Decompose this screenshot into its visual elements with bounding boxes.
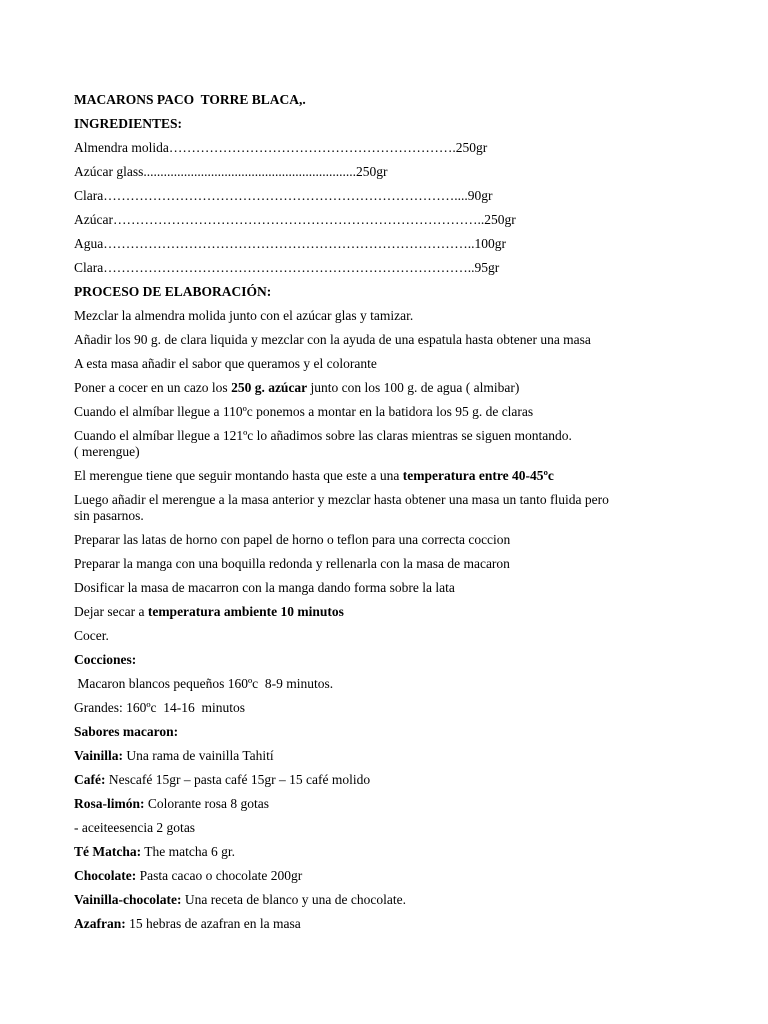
step-7-bold: temperatura entre 40-45ºc [402,468,554,483]
step-6-line-2: ( merengue) [74,444,140,459]
sabor-text: Pasta cacao o chocolate 200gr [136,868,303,883]
sabor-cafe [74,772,704,788]
sabor-vainilla-chocolate [74,892,704,908]
step-8-line-1: Luego añadir el merengue a la masa anterior y mezclar hasta obtener una masa un tanto fluida pero [74,492,609,507]
coccion-line: Grandes: 160ºc 14-16 minutos [74,700,246,715]
sabor-label: Azafran: [74,916,126,931]
sabor-vainilla [74,748,704,764]
sabor-text: Colorante rosa 8 gotas [144,796,269,811]
step-4-text-end: junto con los 100 g. de agua ( almibar) [307,380,520,395]
ingredients-heading: INGREDIENTES: [74,116,183,131]
step-6-line-1: Cuando el almíbar llegue a 121ºc lo añadimos sobre las claras mientras se siguen montando. [74,428,572,443]
step-6 [74,428,704,460]
step-1: Mezclar la almendra molida junto con el azúcar glas y tamizar. [74,308,414,323]
sabor-text: Nescafé 15gr – pasta café 15gr – 15 café molido [105,772,371,787]
coccion-line: Macaron blancos pequeños 160ºc 8-9 minutos. [74,676,334,691]
ingredient-line: Azúcar glass...............................................................250gr [74,164,388,179]
cocciones-heading: Cocciones: [74,652,137,667]
sabor-label: Chocolate: [74,868,137,883]
sabor-azafran [74,916,704,932]
sabor-label: Café: [74,772,106,787]
step-4-text: Poner a cocer en un cazo los [74,380,232,395]
sabor-label: Vainilla-chocolate: [74,892,182,907]
step-10: Preparar la manga con una boquilla redonda y rellenarla con la masa de macaron [74,556,510,571]
step-8 [74,492,704,524]
document-page [74,92,704,940]
sabor-text: Una receta de blanco y una de chocolate. [181,892,407,907]
step-7-text: El merengue tiene que seguir montando hasta que este a una [74,468,403,483]
step-12-text: Dejar secar a [74,604,148,619]
ingredient-line: Agua………………………………………………………………………..100gr [74,236,506,251]
step-12 [74,604,704,620]
sabor-rosa-limon [74,796,704,812]
sabor-chocolate [74,868,704,884]
step-7 [74,468,704,484]
ingredient-line: Almendra molida……………………………………………………….250gr [74,140,488,155]
sabor-text: Una rama de vainilla Tahití [123,748,274,763]
step-4 [74,380,704,396]
ingredient-line: Azúcar………………………………………………………………………..250gr [74,212,516,227]
step-3: A esta masa añadir el sabor que queramos y el colorante [74,356,377,371]
step-8-line-2: sin pasarnos. [74,508,144,523]
sabor-rosa-extra: - aceiteesencia 2 gotas [74,820,196,835]
step-9: Preparar las latas de horno con papel de horno o teflon para una correcta coccion [74,532,511,547]
sabor-label: Vainilla: [74,748,124,763]
sabores-heading: Sabores macaron: [74,724,179,739]
sabor-label: Rosa-limón: [74,796,145,811]
ingredient-line: Clara……………………………………………………………………....90gr [74,188,493,203]
step-2: Añadir los 90 g. de clara liquida y mezclar con la ayuda de una espatula hasta obtener una masa [74,332,591,347]
step-12-bold: temperatura ambiente 10 minutos [147,604,344,619]
process-heading: PROCESO DE ELABORACIÓN: [74,284,272,299]
sabor-label: Té Matcha: [74,844,142,859]
step-13: Cocer. [74,628,109,643]
sabor-text: The matcha 6 gr. [141,844,235,859]
sabor-text: 15 hebras de azafran en la masa [125,916,301,931]
sabor-te-matcha [74,844,704,860]
step-4-bold: 250 g. azúcar [231,380,308,395]
recipe-title: MACARONS PACO TORRE BLACA,. [74,92,306,107]
step-11: Dosificar la masa de macarron con la manga dando forma sobre la lata [74,580,455,595]
ingredient-line: Clara………………………………………………………………………..95gr [74,260,500,275]
step-5: Cuando el almíbar llegue a 110ºc ponemos a montar en la batidora los 95 g. de claras [74,404,534,419]
